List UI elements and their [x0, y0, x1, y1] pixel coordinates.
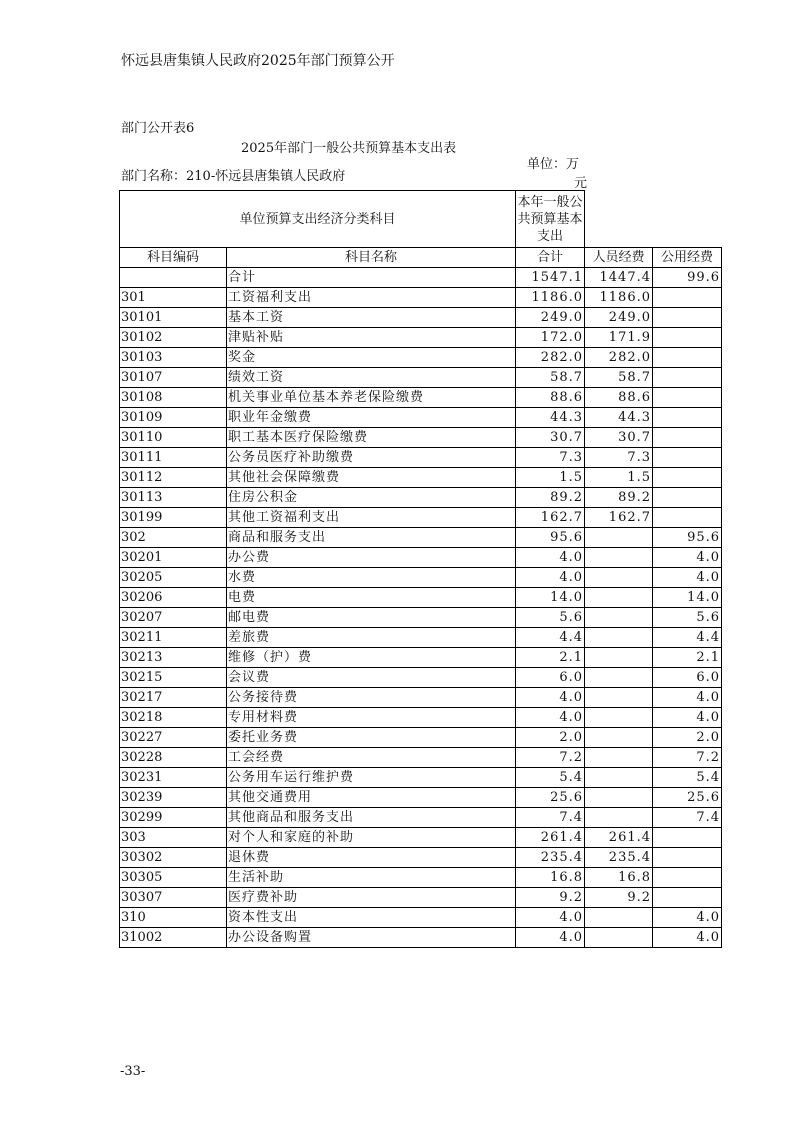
- row-total: 2.1: [516, 648, 585, 668]
- row-total: 44.3: [516, 408, 585, 428]
- row-public: 14.0: [653, 588, 722, 608]
- row-public: [653, 348, 722, 368]
- row-code: 30307: [120, 888, 227, 908]
- row-code: 30227: [120, 728, 227, 748]
- row-code: 30228: [120, 748, 227, 768]
- row-code: 30113: [120, 488, 227, 508]
- table-row: [120, 648, 722, 668]
- column-group-header: 单位预算支出经济分类科目: [120, 191, 516, 248]
- row-public: [653, 388, 722, 408]
- row-personnel: [585, 688, 653, 708]
- row-name: 医疗费补助: [227, 888, 516, 908]
- table-row: [120, 628, 722, 648]
- row-code: 302: [120, 528, 227, 548]
- row-personnel: [585, 708, 653, 728]
- row-code: 303: [120, 828, 227, 848]
- department-name: 部门名称：210-怀远县唐集镇人民政府: [121, 169, 346, 184]
- row-name: 机关事业单位基本养老保险缴费: [227, 388, 516, 408]
- table-row: [120, 268, 722, 288]
- row-personnel: [585, 788, 653, 808]
- row-name: 其他社会保障缴费: [227, 468, 516, 488]
- row-total: 16.8: [516, 868, 585, 888]
- row-code: 30218: [120, 708, 227, 728]
- table-row: [120, 528, 722, 548]
- row-name: 公务接待费: [227, 688, 516, 708]
- row-personnel: 1.5: [585, 468, 653, 488]
- row-code: 30199: [120, 508, 227, 528]
- row-code: 30213: [120, 648, 227, 668]
- row-code: 30109: [120, 408, 227, 428]
- table-row: [120, 668, 722, 688]
- table-row: [120, 328, 722, 348]
- table-row: [120, 688, 722, 708]
- table-row: [120, 308, 722, 328]
- row-personnel: [585, 608, 653, 628]
- table-row: [120, 868, 722, 888]
- row-personnel: [585, 648, 653, 668]
- row-name: 对个人和家庭的补助: [227, 828, 516, 848]
- table-row: [120, 508, 722, 528]
- table-row: [120, 788, 722, 808]
- row-name: 津贴补贴: [227, 328, 516, 348]
- table-row: [120, 428, 722, 448]
- row-public: [653, 288, 722, 308]
- row-public: 4.0: [653, 568, 722, 588]
- table-row: [120, 848, 722, 868]
- table-row: [120, 448, 722, 468]
- row-public: 2.0: [653, 728, 722, 748]
- row-public: 7.2: [653, 748, 722, 768]
- unit-label-line2: 元: [573, 176, 587, 191]
- row-public: 7.4: [653, 808, 722, 828]
- row-public: [653, 368, 722, 388]
- row-name: 生活补助: [227, 868, 516, 888]
- column-header-personnel: 人员经费: [585, 248, 653, 268]
- row-total: 261.4: [516, 828, 585, 848]
- row-public: 4.0: [653, 928, 722, 948]
- row-code: 31002: [120, 928, 227, 948]
- table-row: [120, 728, 722, 748]
- table-row: [120, 388, 722, 408]
- row-total: 235.4: [516, 848, 585, 868]
- row-total: 162.7: [516, 508, 585, 528]
- row-personnel: 7.3: [585, 448, 653, 468]
- row-total: 282.0: [516, 348, 585, 368]
- row-code: 30206: [120, 588, 227, 608]
- table-row: [120, 808, 722, 828]
- row-personnel: 171.9: [585, 328, 653, 348]
- row-public: 6.0: [653, 668, 722, 688]
- row-code: 30102: [120, 328, 227, 348]
- row-total: 1547.1: [516, 268, 585, 288]
- row-code: 30211: [120, 628, 227, 648]
- table-row: [120, 708, 722, 728]
- row-name: 委托业务费: [227, 728, 516, 748]
- page-number: -33-: [120, 1064, 146, 1079]
- row-name: 水费: [227, 568, 516, 588]
- table-row: [120, 748, 722, 768]
- row-public: 95.6: [653, 528, 722, 548]
- row-personnel: [585, 728, 653, 748]
- table-row: [120, 828, 722, 848]
- row-public: [653, 488, 722, 508]
- row-personnel: [585, 928, 653, 948]
- row-total: 4.4: [516, 628, 585, 648]
- row-name: 奖金: [227, 348, 516, 368]
- budget-table: [119, 190, 722, 948]
- row-name: 工资福利支出: [227, 288, 516, 308]
- row-name: 商品和服务支出: [227, 528, 516, 548]
- row-name: 公务员医疗补助缴费: [227, 448, 516, 468]
- row-code: 30215: [120, 668, 227, 688]
- row-personnel: [585, 668, 653, 688]
- row-public: 4.0: [653, 548, 722, 568]
- row-personnel: 58.7: [585, 368, 653, 388]
- row-code: 301: [120, 288, 227, 308]
- row-total: 2.0: [516, 728, 585, 748]
- row-name: 公务用车运行维护费: [227, 768, 516, 788]
- row-code: 30101: [120, 308, 227, 328]
- row-total: 1.5: [516, 468, 585, 488]
- row-name: 退休费: [227, 848, 516, 868]
- row-personnel: [585, 908, 653, 928]
- row-code: 30207: [120, 608, 227, 628]
- table-row: [120, 768, 722, 788]
- row-code: 30108: [120, 388, 227, 408]
- row-public: [653, 888, 722, 908]
- row-code: 30205: [120, 568, 227, 588]
- row-public: 2.1: [653, 648, 722, 668]
- column-header-public: 公用经费: [653, 248, 722, 268]
- row-total: 4.0: [516, 928, 585, 948]
- row-total: 30.7: [516, 428, 585, 448]
- row-total: 4.0: [516, 908, 585, 928]
- row-name: 邮电费: [227, 608, 516, 628]
- row-total: 7.2: [516, 748, 585, 768]
- row-public: 4.0: [653, 708, 722, 728]
- row-name: 办公费: [227, 548, 516, 568]
- budget-column-header: 本年一般公共预算基本支出: [516, 191, 585, 248]
- row-total: 249.0: [516, 308, 585, 328]
- row-total: 89.2: [516, 488, 585, 508]
- row-name: 电费: [227, 588, 516, 608]
- table-row: [120, 888, 722, 908]
- table-row: [120, 468, 722, 488]
- row-public: 4.4: [653, 628, 722, 648]
- row-personnel: 1186.0: [585, 288, 653, 308]
- row-public: [653, 848, 722, 868]
- row-code: 30305: [120, 868, 227, 888]
- row-total: 95.6: [516, 528, 585, 548]
- row-name: 会议费: [227, 668, 516, 688]
- row-public: [653, 408, 722, 428]
- table-row: [120, 548, 722, 568]
- table-row: [120, 408, 722, 428]
- row-code: [120, 268, 227, 288]
- row-public: 5.6: [653, 608, 722, 628]
- row-name: 职工基本医疗保险缴费: [227, 428, 516, 448]
- row-personnel: 261.4: [585, 828, 653, 848]
- row-public: [653, 308, 722, 328]
- table-row: [120, 488, 722, 508]
- row-public: 4.0: [653, 688, 722, 708]
- row-total: 58.7: [516, 368, 585, 388]
- row-code: 30103: [120, 348, 227, 368]
- row-name: 其他商品和服务支出: [227, 808, 516, 828]
- row-personnel: [585, 748, 653, 768]
- row-name: 职业年金缴费: [227, 408, 516, 428]
- row-code: 30231: [120, 768, 227, 788]
- row-total: 172.0: [516, 328, 585, 348]
- row-name: 资本性支出: [227, 908, 516, 928]
- row-personnel: [585, 628, 653, 648]
- row-code: 30302: [120, 848, 227, 868]
- row-personnel: [585, 768, 653, 788]
- row-public: [653, 428, 722, 448]
- row-personnel: 44.3: [585, 408, 653, 428]
- row-personnel: 89.2: [585, 488, 653, 508]
- row-name: 维修（护）费: [227, 648, 516, 668]
- row-total: 4.0: [516, 708, 585, 728]
- row-personnel: [585, 568, 653, 588]
- unit-label: [527, 155, 587, 193]
- row-code: 30217: [120, 688, 227, 708]
- table-row: [120, 588, 722, 608]
- row-personnel: 16.8: [585, 868, 653, 888]
- row-personnel: 88.6: [585, 388, 653, 408]
- row-code: 30110: [120, 428, 227, 448]
- row-code: 30239: [120, 788, 227, 808]
- row-name: 办公设备购置: [227, 928, 516, 948]
- row-total: 4.0: [516, 568, 585, 588]
- row-total: 88.6: [516, 388, 585, 408]
- row-public: [653, 448, 722, 468]
- column-header-code: 科目编码: [120, 248, 227, 268]
- row-name: 住房公积金: [227, 488, 516, 508]
- row-total: 9.2: [516, 888, 585, 908]
- header-blank-cell: [653, 191, 722, 248]
- row-personnel: 162.7: [585, 508, 653, 528]
- row-public: [653, 328, 722, 348]
- row-personnel: 30.7: [585, 428, 653, 448]
- table-row: [120, 368, 722, 388]
- row-public: [653, 468, 722, 488]
- row-public: [653, 828, 722, 848]
- row-name: 绩效工资: [227, 368, 516, 388]
- row-personnel: 282.0: [585, 348, 653, 368]
- table-row: [120, 908, 722, 928]
- row-total: 7.3: [516, 448, 585, 468]
- row-total: 14.0: [516, 588, 585, 608]
- row-total: 4.0: [516, 548, 585, 568]
- row-public: [653, 868, 722, 888]
- table-header-row-1: [120, 191, 722, 248]
- row-personnel: 249.0: [585, 308, 653, 328]
- row-personnel: [585, 808, 653, 828]
- row-public: 25.6: [653, 788, 722, 808]
- row-total: 6.0: [516, 668, 585, 688]
- row-name: 工会经费: [227, 748, 516, 768]
- row-personnel: [585, 528, 653, 548]
- row-total: 25.6: [516, 788, 585, 808]
- row-total: 5.4: [516, 768, 585, 788]
- row-name: 差旅费: [227, 628, 516, 648]
- row-code: 30107: [120, 368, 227, 388]
- row-personnel: 235.4: [585, 848, 653, 868]
- row-public: 5.4: [653, 768, 722, 788]
- row-code: 30111: [120, 448, 227, 468]
- column-header-name: 科目名称: [227, 248, 516, 268]
- row-code: 30201: [120, 548, 227, 568]
- unit-label-line1: 单位：万: [527, 157, 580, 172]
- column-header-total: 合计: [516, 248, 585, 268]
- row-public: 4.0: [653, 908, 722, 928]
- row-personnel: 1447.4: [585, 268, 653, 288]
- table-number: 部门公开表6: [121, 121, 195, 136]
- table-row: [120, 928, 722, 948]
- row-personnel: [585, 588, 653, 608]
- row-public: 99.6: [653, 268, 722, 288]
- table-row: [120, 288, 722, 308]
- header-blank-cell: [585, 191, 653, 248]
- row-name: 专用材料费: [227, 708, 516, 728]
- row-name: 其他工资福利支出: [227, 508, 516, 528]
- row-personnel: [585, 548, 653, 568]
- row-total: 1186.0: [516, 288, 585, 308]
- table-row: [120, 348, 722, 368]
- table-row: [120, 568, 722, 588]
- table-title: 2025年部门一般公共预算基本支出表: [241, 141, 457, 156]
- row-code: 30299: [120, 808, 227, 828]
- document-header: 怀远县唐集镇人民政府2025年部门预算公开: [121, 53, 395, 69]
- row-code: 30112: [120, 468, 227, 488]
- row-total: 7.4: [516, 808, 585, 828]
- table-header-row-2: [120, 248, 722, 268]
- row-personnel: 9.2: [585, 888, 653, 908]
- row-name: 其他交通费用: [227, 788, 516, 808]
- row-name: 基本工资: [227, 308, 516, 328]
- row-total: 4.0: [516, 688, 585, 708]
- row-total: 5.6: [516, 608, 585, 628]
- row-name: 合计: [227, 268, 516, 288]
- row-public: [653, 508, 722, 528]
- table-row: [120, 608, 722, 628]
- row-code: 310: [120, 908, 227, 928]
